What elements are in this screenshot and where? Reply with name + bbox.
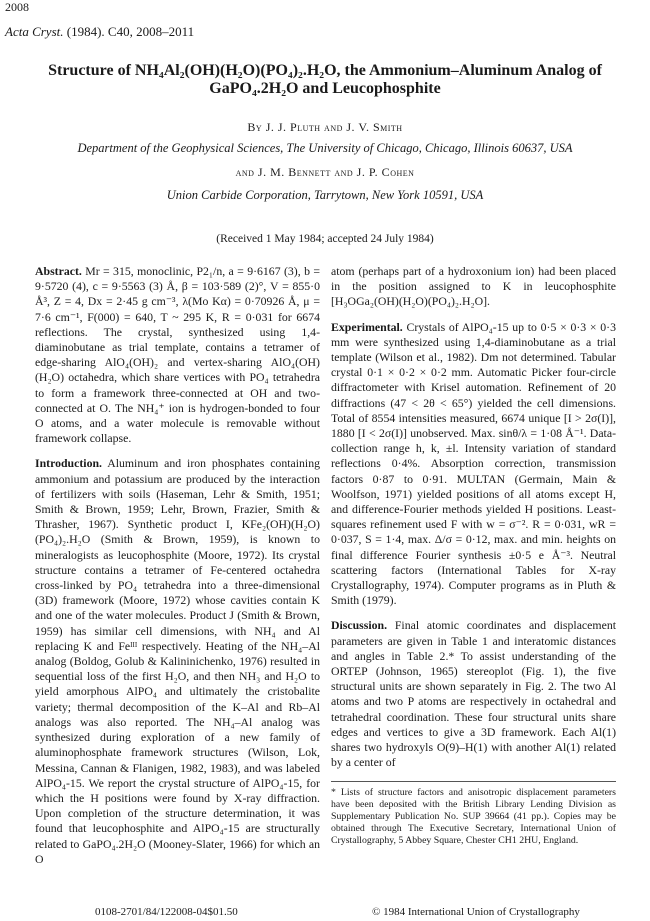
discussion-text: Final atomic coordinates and displacement parameters are given in Table 1 and interatomic distances and angles in Table 2.* To assist understanding of the ORTEP (Johnson, 1965) stereoplot (Fig. 1), the five structural units are shown separately in Fig. 2. The two Al atoms and two P atoms are respectively in octahedral and tetrahedral coordination. These four structural units share edges and vertices to give a 3D framework. Each Al(1) shares two hydroxyls O(9)–H(1) with another Al(1) related by a center of	[331, 618, 616, 770]
footer-code: 0108-2701/84/122008-04$01.50	[95, 906, 238, 918]
discussion-heading: Discussion.	[331, 618, 388, 633]
introduction-paragraph	[35, 456, 320, 866]
continued-paragraph	[331, 264, 616, 310]
experimental-text: Crystals of AlPO₄-15 up to 0·5 × 0·3 × 0·3 mm were synthesized using 1,4-diaminobutane as a trial template (Wilson et al., 1982). Dm not determined. Tabular crystal 0·1 × 0·2 × 0·2 mm. Automatic Picker four-circle diffractometer with Krisel automation. Refinement of 20 diffractions (47 < 2θ < 65°) yielded the cell dimensions. Total of 8554 intensities measured, 6674 unique [I > 2σ(I)], 1880 [I < 2σ(I)] unobserved. Max. sinθ/λ = 1·08 Å⁻¹. Data-collection range h, k, ±l. Intensity variation of standard reflections 0·4%. Absorption correction, transmission factors 0·87 to 0·91. MULTAN (Germain, Main & Woolfson, 1971) yielded positions of all atoms except H, and difference-Fourier methods yielded H positions. Least-squares refinement used F with w = σ⁻². R = 0·031, wR = 0·037, S = 1·4, max. Δ/σ = 0·12, max. and min. heights on final difference Fourier synthesis ±0·5 e Å⁻³. Neutral scattering factors (International Tables for X-ray Crystallography, 1974). Computer programs as in Pluth & Smith (1979).	[331, 319, 616, 608]
abstract-text: Mr = 315, monoclinic, P2₁/n, a = 9·6167 (3), b = 9·5720 (4), c = 9·5563 (3) Å, β = 103·589 (2)°, V = 855·0 Å³, Z = 4, Dx = 2·45 g cm⁻³, λ(Mo Kα) = 0·70926 Å, μ = 7·6 cm⁻¹, F(000) = 640, T ~ 295 K, R = 0·031 for 6674 reflections. The crystal, synthesized using 1,4-diaminobutane as trial template, contains a tetramer of edge-sharing AlO₄(OH)₂ and vertex-sharing AlO₄(OH)(H₂O) octahedra, which share vertices with PO₄ tetrahedra to form a framework three-connected at OH and two-connected at O. The NH₄⁺ ion is hydrogen-bonded to four O atoms, and a water molecule is removable without framework collapse.	[35, 264, 320, 446]
introduction-heading: Introduction.	[35, 456, 102, 471]
authors-first: By J. J. Pluth and J. V. Smith	[247, 120, 403, 134]
abstract-paragraph	[35, 264, 320, 446]
paper-title	[20, 62, 630, 98]
footnote: * Lists of structure factors and anisotropic displacement parameters have been deposited with the British Library Lending Division as Supplementary Publication No. SUP 39664 (41 pp.). Copies may be obtained through The Executive Secretary, International Union of Crystallography, 5 Abbey Square, Chester CH1 2HU, England.	[331, 787, 616, 846]
journal-reference	[5, 24, 194, 40]
affiliation-union-carbide: Union Carbide Corporation, Tarrytown, New York 10591, USA	[166, 188, 484, 202]
abstract-heading: Abstract.	[35, 264, 82, 278]
journal-name: Acta Cryst.	[5, 24, 64, 39]
experimental-heading: Experimental.	[331, 319, 403, 334]
experimental-paragraph	[331, 320, 616, 609]
title-line-1: Structure of NH₄Al₂(OH)(H₂O)(PO₄)₂.H₂O, the Ammonium–Aluminum Analog of	[48, 62, 602, 79]
continued-text: atom (perhaps part of a hydroxonium ion) had been placed in the position assigned to K in leucophosphite [H₃OGa₂(OH)(H₂O)(PO₄)₂.H₂O].	[331, 264, 616, 309]
introduction-text: Aluminum and iron phosphates containing ammonium and potassium are produced by the interaction of fertilizers with soils (Haseman, Lehr & Smith, 1951; Smith & Brown, 1959; Lehr, Brown, Frazier, Smith & Thrasher, 1967). Synthetic product I, KFe₂(OH)(H₂O)(PO₄)₂.H₂O (Smith & Brown, 1959), is known to mineralogists as leucophosphite (Moore, 1972). Its crystal structure contains a tetramer of Fe-centered octahedra cross-linked by PO₄ tetrahedra into a three-dimensional (3D) framework (Moore, 1972) whose cavities contain K and one of the water molecules. Product J (Smith & Brown, 1959) has similar cell dimensions, with NH₄ and Al replacing K and Feᴵᴵᴵ respectively. Heating of the NH₄–Al analog (Boldog, Golub & Kalininichenko, 1976) resulted in sequential loss of the first H₂O, and then NH₃ and H₂O to yield amorphous AlPO₄ and ultimately the cristobalite variety; thermal decomposition of the K–Al and Rb–Al analogs was also reported. The NH₄–Al analog was synthesized during exploration of a new family of aluminophosphate framework structures (Wilson, Lok, Messina, Cannan & Flanigen, 1982, 1983), and was labeled AlPO₄-15. We report the crystal structure of AlPO₄-15, for which the H positions were found by X-ray diffraction. Upon completion of the structure determination, it was found that leucophosphite and AlPO₄-15 are structurally related to GaPO₄.2H₂O (Mooney-Slater, 1966) for which an O	[35, 456, 320, 866]
left-column	[35, 264, 320, 867]
affiliation-chicago: Department of the Geophysical Sciences, The University of Chicago, Chicago, Illinois 60637, USA	[77, 141, 573, 155]
title-line-2: GaPO₄.2H₂O and Leucophosphite	[209, 80, 441, 97]
page-number: 2008	[5, 0, 29, 14]
authors-second: and J. M. Bennett and J. P. Cohen	[235, 165, 415, 179]
footnote-divider	[331, 781, 616, 782]
received-date: (Received 1 May 1984; accepted 24 July 1984)	[216, 233, 434, 245]
journal-volume: (1984). C40, 2008–2011	[66, 24, 195, 39]
discussion-paragraph	[331, 618, 616, 770]
right-column	[331, 264, 616, 771]
footer-copyright: © 1984 International Union of Crystallography	[372, 906, 580, 918]
